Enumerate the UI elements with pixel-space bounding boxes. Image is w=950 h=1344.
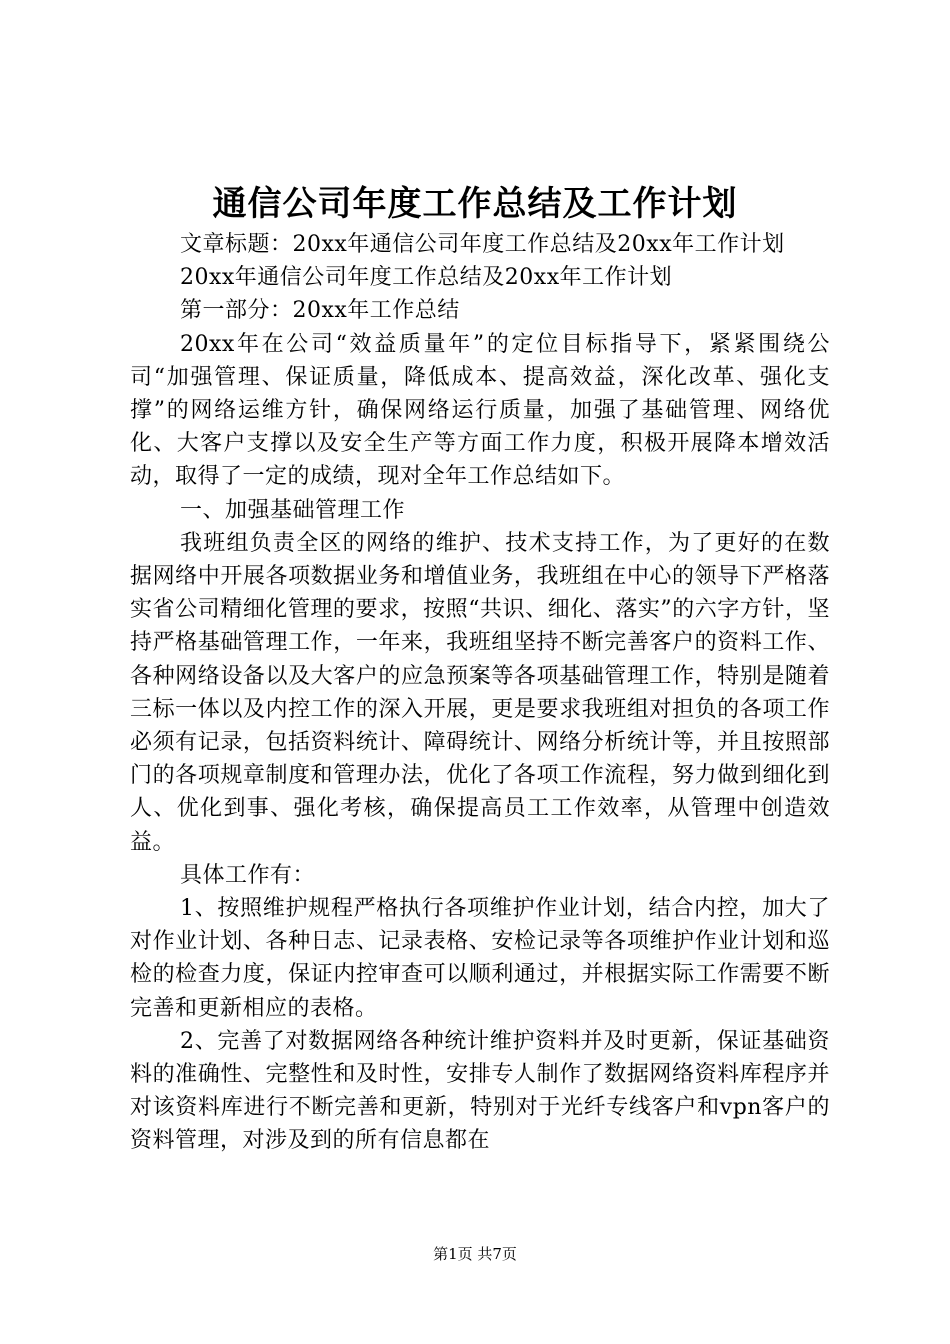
- paragraph-subtitle: 20xx年通信公司年度工作总结及20xx年工作计划: [180, 265, 673, 291]
- paragraph-item-2: 2、完善了对数据网络各种统计维护资料并及时更新，保证基础资料的准确性、完整性和及时性，安排专人制作了数据网络资料库程序并对该资料库进行不断完善和更新，特别对于光纤专线客户和vpn客户的资料管理，对涉及到的所有信息都在: [130, 1028, 830, 1154]
- paragraph-intro: 20xx年在公司“效益质量年”的定位目标指导下，紧紧围绕公司“加强管理、保证质量，降低成本、提高效益，深化改革、强化支撑”的网络运维方针，确保网络运行质量，加强了基础管理、网络优化、大客户支撑以及安全生产等方面工作力度，积极开展降本增效活动，取得了一定的成绩，现对全年工作总结如下。: [130, 331, 830, 490]
- page-number-footer: 第1页 共7页: [433, 1245, 517, 1263]
- document-body: [130, 228, 830, 1158]
- paragraph-part-one-heading: 第一部分：20xx年工作总结: [180, 298, 460, 324]
- paragraph-section-heading: 一、加强基础管理工作: [180, 497, 406, 523]
- paragraph-item-1: 1、按照维护规程严格执行各项维护作业计划，结合内控，加大了对作业计划、各种日志、记录表格、安检记录等各项维护作业计划和巡检的检查力度，保证内控审查可以顺利通过，并根据实际工作需要不断完善和更新相应的表格。: [130, 896, 830, 1021]
- paragraph-basic-management: 我班组负责全区的网络的维护、技术支持工作，为了更好的在数据网络中开展各项数据业务和增值业务，我班组在中心的领导下严格落实省公司精细化管理的要求，按照“共识、细化、落实”的六字方针，坚持严格基础管理工作，一年来，我班组坚持不断完善客户的资料工作、各种网络设备以及大客户的应急预案等各项基础管理工作，特别是随着三标一体以及内控工作的深入开展，更是要求我班组对担负的各项工作必须有记录，包括资料统计、障碍统计、网络分析统计等，并且按照部门的各项规章制度和管理办法，优化了各项工作流程，努力做到细化到人、优化到事、强化考核，确保提高员工工作效率，从管理中创造效益。: [130, 530, 830, 855]
- paragraph-specific-work-heading: 具体工作有：: [180, 862, 316, 888]
- paragraph-article-title: 文章标题：20xx年通信公司年度工作总结及20xx年工作计划: [180, 232, 785, 257]
- document-title: 通信公司年度工作总结及工作计划: [212, 184, 738, 224]
